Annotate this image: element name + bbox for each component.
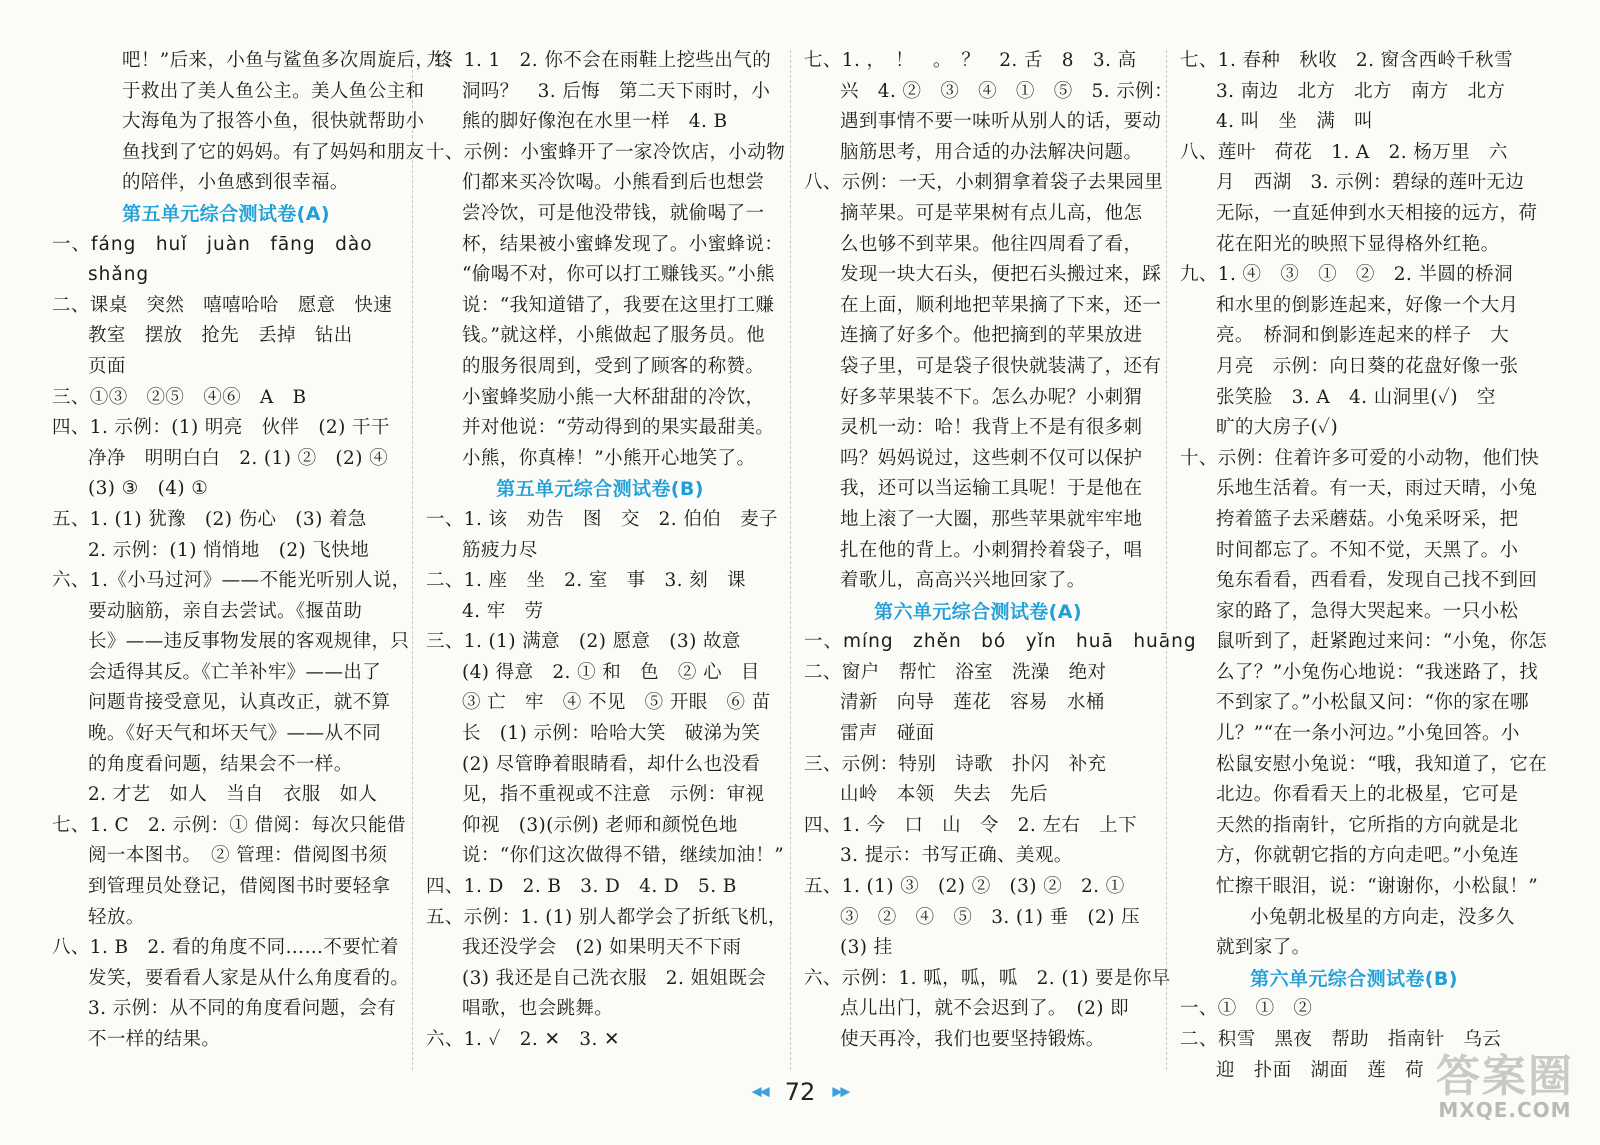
- answer-line: (4) 得意 2. ① 和 色 ② 心 目: [462, 661, 760, 683]
- answer-line: (3) 挂: [840, 937, 893, 959]
- answer-line: 雷声 碰面: [840, 723, 935, 745]
- next-page-icon[interactable]: ▶▶: [832, 1084, 849, 1100]
- answer-line: 乐地生活着。有一天，雨过天晴，小兔: [1216, 478, 1538, 500]
- answer-line: 灵机一动：哈！我背上不是有很多刺: [840, 417, 1143, 439]
- answer-line: 五、示例：1. (1) 别人都学会了折纸飞机，: [426, 906, 787, 928]
- answer-line: 到管理员处登记，借阅图书时要轻拿: [88, 876, 391, 898]
- answer-line: 吗？妈妈说过，这些刺不仅可以保护: [840, 447, 1143, 469]
- answer-line: ③ 亡 牢 ④ 不见 ⑤ 开眼 ⑥ 苗: [462, 692, 771, 714]
- answer-line: 七、1. C 2. 示例：① 借阅：每次只能借: [52, 814, 406, 836]
- answer-line: 八、1. B 2. 看的角度不同……不要忙着: [52, 937, 399, 959]
- answer-line: 月亮 示例：向日葵的花盘好像一张: [1216, 355, 1519, 377]
- answer-line: 熊的脚好像泡在水里一样 4. B: [462, 111, 728, 133]
- answer-line: 2. 才艺 如人 当自 衣服 如人: [88, 784, 378, 806]
- answer-line: 松鼠安慰小兔说：“哦，我知道了，它在: [1216, 753, 1548, 775]
- page-footer: [0, 1078, 1600, 1108]
- answer-line: 就到家了。: [1216, 937, 1311, 959]
- answer-line: 3. 示例：从不同的角度看问题，会有: [88, 998, 397, 1020]
- answer-line: 兔东看看，西看看，发现自己找不到回: [1216, 570, 1538, 592]
- answer-line: 小蜜蜂奖励小熊一大杯甜甜的冷饮，: [462, 386, 765, 408]
- answer-line: 二、1. 座 坐 2. 室 事 3. 刻 课: [426, 570, 746, 592]
- answer-line: 的角度看问题，结果会不一样。: [88, 753, 353, 775]
- answer-line: 我还没学会 (2) 如果明天不下雨: [462, 937, 742, 959]
- answer-line: 会适得其反。《亡羊补牢》——出了: [88, 661, 382, 683]
- answer-line: 九、1. 1 2. 你不会在雨鞋上挖些出气的: [426, 50, 772, 71]
- answer-line: 小熊，你真棒！”小熊开心地笑了。: [462, 447, 756, 469]
- answer-line: 小兔朝北极星的方向走，没多久: [1250, 906, 1515, 928]
- answer-line: 遇到事情不要一味听从别人的话，要动: [840, 111, 1162, 133]
- answer-line: 于救出了美人鱼公主。美人鱼公主和: [122, 80, 425, 102]
- answer-line: 二、课桌 突然 嘻嘻哈哈 愿意 快速: [52, 294, 393, 316]
- answer-line: 四、1. 今 口 山 令 2. 左右 上下: [804, 814, 1137, 836]
- answer-line: 旷的大房子(✓): [1216, 417, 1339, 439]
- answer-line: 二、积雪 黑夜 帮助 指南针 乌云: [1180, 1029, 1502, 1050]
- answer-line: 钱。”就这样，小熊做起了服务员。他: [462, 325, 766, 347]
- answer-line: 在上面，顺利地把苹果摘了下来，还一: [840, 294, 1162, 316]
- answer-line: 七、1. 春种 秋收 2. 窗含西岭千秋雪: [1180, 50, 1513, 71]
- answer-line: 无际，一直延伸到水天相接的远方，荷: [1216, 202, 1538, 224]
- answer-line: 页面: [88, 355, 126, 377]
- answer-line: 说：“我知道错了，我要在这里打工赚: [462, 294, 775, 316]
- answer-line: 洞吗？ 3. 后悔 第二天下雨时，小: [462, 80, 771, 102]
- answer-line: 三、1. (1) 满意 (2) 愿意 (3) 故意: [426, 631, 741, 653]
- answer-line: 的陪伴，小鱼感到很幸福。: [122, 172, 349, 194]
- answer-line: 五、1. (1) ③ (2) ② (3) ② 2. ①: [804, 876, 1125, 898]
- answer-line: 九、1. ④ ③ ① ② 2. 半圆的桥洞: [1180, 264, 1513, 286]
- answer-line: 鱼找到了它的妈妈。有了妈妈和朋友: [122, 141, 425, 163]
- answer-line: 连摘了好多个。他把摘到的苹果放进: [840, 325, 1143, 347]
- answer-line: 着歌儿，高高兴兴地回家了。: [840, 570, 1086, 592]
- answer-line: 家的路了，急得大哭起来。一只小松: [1216, 600, 1519, 622]
- answer-line: 一、fáng huǐ juàn fāng dào: [52, 233, 373, 255]
- answer-line: 亮。 桥洞和倒影连起来的样子 大: [1216, 325, 1510, 347]
- answer-line: 问题肯接受意见，认真改正，就不算: [88, 692, 391, 714]
- answer-line: 要动脑筋，亲自去尝试。《揠苗助: [88, 600, 363, 622]
- column-1: [52, 46, 454, 1056]
- answer-line: 好多苹果装不下。怎么办呢？小刺猬: [840, 386, 1143, 408]
- answer-line: 月 西湖 3. 示例：碧绿的莲叶无边: [1216, 172, 1525, 194]
- answer-line: 忙擦干眼泪，说：“谢谢你，小松鼠！”: [1216, 876, 1539, 898]
- section-heading: 第六单元综合测试卷(B): [1250, 967, 1458, 990]
- answer-line: 七、1. ， ！ 。 ？ 2. 舌 8 3. 高: [804, 50, 1137, 71]
- answer-line: 一、1. 该 劝告 图 交 2. 伯伯 麦子: [426, 508, 778, 530]
- answer-line: 长》——违反事物发展的客观规律，只: [88, 631, 410, 653]
- answer-line: 方，你就朝它指的方向走吧。”小兔连: [1216, 845, 1520, 867]
- answer-line: 的服务很周到，受到了顾客的称赞。: [462, 355, 765, 377]
- answer-line: 杯，结果被小蜜蜂发现了。小蜜蜂说：: [462, 233, 784, 255]
- answer-line: 八、示例：一天，小刺猬拿着袋子去果园里: [804, 172, 1164, 194]
- answer-line: 轻放。: [88, 906, 145, 928]
- answer-line: (2) 尽管睁着眼睛看，却什么也没看: [462, 753, 761, 775]
- answer-line: 二、窗户 帮忙 浴室 洗澡 绝对: [804, 661, 1107, 683]
- answer-line: 和水里的倒影连起来，好像一个大月: [1216, 294, 1519, 316]
- answer-line: 迎 扑面 湖面 莲 荷: [1216, 1059, 1424, 1081]
- answer-line: 兴 4. ② ③ ④ ① ⑤ 5. 示例：: [840, 80, 1173, 102]
- watermark-url: MXQE.COM: [1438, 1098, 1572, 1122]
- answer-line: 北边。你看看天上的北极星，它可是: [1216, 784, 1519, 806]
- answer-line: 说：“你们这次做得不错，继续加油！”: [462, 845, 785, 867]
- answer-line: 筋疲力尽: [462, 539, 538, 561]
- answer-line: 山岭 本领 失去 先后: [840, 784, 1048, 806]
- answer-line: 八、莲叶 荷花 1. A 2. 杨万里 六: [1180, 141, 1508, 163]
- answer-line: 我，还可以当运输工具呢！于是他在: [840, 478, 1143, 500]
- answer-line: ③ ② ④ ⑤ 3. (1) 垂 (2) 压: [840, 906, 1141, 928]
- answer-line: 清新 向导 莲花 容易 水桶: [840, 692, 1105, 714]
- answer-line: 三、示例：特别 诗歌 扑闪 补充: [804, 753, 1107, 775]
- answer-line: 净净 明明白白 2. (1) ② (2) ④: [88, 447, 389, 469]
- answer-line: 见，指不重视或不注意 示例：审视: [462, 784, 765, 806]
- section-heading: 第五单元综合测试卷(B): [496, 478, 704, 501]
- answer-line: 阅一本图书。 ② 管理：借阅图书须: [88, 845, 388, 867]
- answer-line: 不到家了。”小松鼠又问：“你的家在哪: [1216, 692, 1529, 714]
- answer-line: 一、míng zhěn bó yǐn huā huāng: [804, 631, 1197, 653]
- answer-line: 袋子里，可是袋子很快就装满了，还有: [840, 355, 1162, 377]
- answer-line: 长 (1) 示例：哈哈大笑 破涕为笑: [462, 723, 761, 745]
- answer-line: 六、示例：1. 呱，呱，呱 2. (1) 要是你早: [804, 967, 1171, 989]
- prev-page-icon[interactable]: ◀◀: [751, 1084, 768, 1100]
- answer-line: 地上滚了一大圈，那些苹果就牢牢地: [840, 508, 1143, 530]
- answer-line: “偷喝不对，你可以打工赚钱买。”小熊: [462, 264, 775, 286]
- section-heading: 第五单元综合测试卷(A): [122, 202, 330, 225]
- answer-line: 仰视 (3)(示例) 老师和颜悦色地: [462, 814, 738, 836]
- answer-line: (3) ③ (4) ①: [88, 478, 209, 500]
- column-divider: [412, 50, 413, 1070]
- answer-line: 一、① ① ②: [1180, 998, 1313, 1020]
- answer-line: 尝冷饮，可是他没带钱，就偷喝了一: [462, 202, 765, 224]
- answer-line: 三、①③ ②⑤ ④⑥ A B: [52, 386, 307, 408]
- answer-line: 发笑，要看看人家是从什么角度看的。: [88, 967, 410, 989]
- answer-line: 十、示例：住着许多可爱的小动物，他们快: [1180, 447, 1540, 469]
- answer-line: 3. 南边 北方 北方 南方 北方: [1216, 80, 1506, 102]
- answer-line: shǎng: [88, 264, 150, 286]
- answer-line: 大海龟为了报答小鱼，很快就帮助小: [122, 111, 425, 133]
- answer-line: 教室 摆放 抢先 丢掉 钻出: [88, 325, 353, 347]
- answer-line: 摘苹果。可是苹果树有点儿高，他怎: [840, 202, 1143, 224]
- answer-line: 四、1. 示例：(1) 明亮 伙伴 (2) 干干: [52, 417, 390, 439]
- column-divider: [790, 50, 791, 1070]
- answer-line: 唱歌，也会跳舞。: [462, 998, 614, 1020]
- answer-line: 挎着篮子去采蘑菇。小兔采呀采，把: [1216, 508, 1519, 530]
- answer-line: 四、1. D 2. B 3. D 4. D 5. B: [426, 876, 737, 898]
- answer-line: 花在阳光的映照下显得格外红艳。: [1216, 233, 1500, 255]
- column-3: [804, 46, 1197, 1056]
- answer-line: 扎在他的背上。小刺猬拎着袋子，唱: [840, 539, 1143, 561]
- answer-line: 4. 牢 劳: [462, 600, 544, 622]
- watermark-text: 答案圈: [1436, 1051, 1574, 1102]
- watermark-logo: [1420, 1040, 1590, 1130]
- answer-line: 不一样的结果。: [88, 1029, 221, 1050]
- column-2: [426, 46, 787, 1056]
- answer-line: 六、1. ✓ 2. ✕ 3. ✕: [426, 1029, 620, 1050]
- answer-line: 鼠听到了，赶紧跑过来问：“小兔，你怎: [1216, 631, 1548, 653]
- answer-line: 晚。《好天气和坏天气》——从不同: [88, 723, 382, 745]
- answer-line: 天然的指南针，它所指的方向就是北: [1216, 814, 1519, 836]
- answer-line: 们都来买冷饮喝。小熊看到后也想尝: [462, 172, 765, 194]
- answer-line: 张笑脸 3. A 4. 山洞里(✓) 空: [1216, 386, 1496, 408]
- answer-line: 五、1. (1) 犹豫 (2) 伤心 (3) 着急: [52, 508, 367, 530]
- answer-line: 六、1.《小马过河》——不能光听别人说，: [52, 570, 411, 592]
- answer-line: 儿？”“在一条小河边。”小兔回答。小: [1216, 723, 1520, 745]
- answer-line: 3. 提示：书写正确、美观。: [840, 845, 1073, 867]
- answer-line: 吧！”后来，小鱼与鲨鱼多次周旋后，终: [122, 50, 454, 71]
- column-divider: [1166, 50, 1167, 1070]
- answer-line: 2. 示例：(1) 悄悄地 (2) 飞快地: [88, 539, 370, 561]
- answer-line: 时间都忘了。不知不觉，天黑了。小: [1216, 539, 1519, 561]
- answer-line: (3) 我还是自己洗衣服 2. 姐姐既会: [462, 967, 767, 989]
- answer-line: 发现一块大石头，便把石头搬过来，踩: [840, 264, 1162, 286]
- answer-line: 使天再冷，我们也要坚持锻炼。: [840, 1029, 1105, 1050]
- answer-line: 么也够不到苹果。他往四周看了看，: [840, 233, 1143, 255]
- answer-line: 4. 叫 坐 满 叫: [1216, 111, 1374, 133]
- answer-line: 十、示例：小蜜蜂开了一家冷饮店，小动物: [426, 141, 786, 163]
- answer-line: 点儿出门，就不会迟到了。 (2) 即: [840, 998, 1130, 1020]
- answer-line: 并对他说：“劳动得到的果实最甜美。: [462, 417, 775, 439]
- answer-line: 脑筋思考，用合适的办法解决问题。: [840, 141, 1143, 163]
- page-number: 72: [784, 1078, 816, 1106]
- answer-line: 么了？”小兔伤心地说：“我迷路了，找: [1216, 661, 1539, 683]
- section-heading: 第六单元综合测试卷(A): [874, 600, 1082, 623]
